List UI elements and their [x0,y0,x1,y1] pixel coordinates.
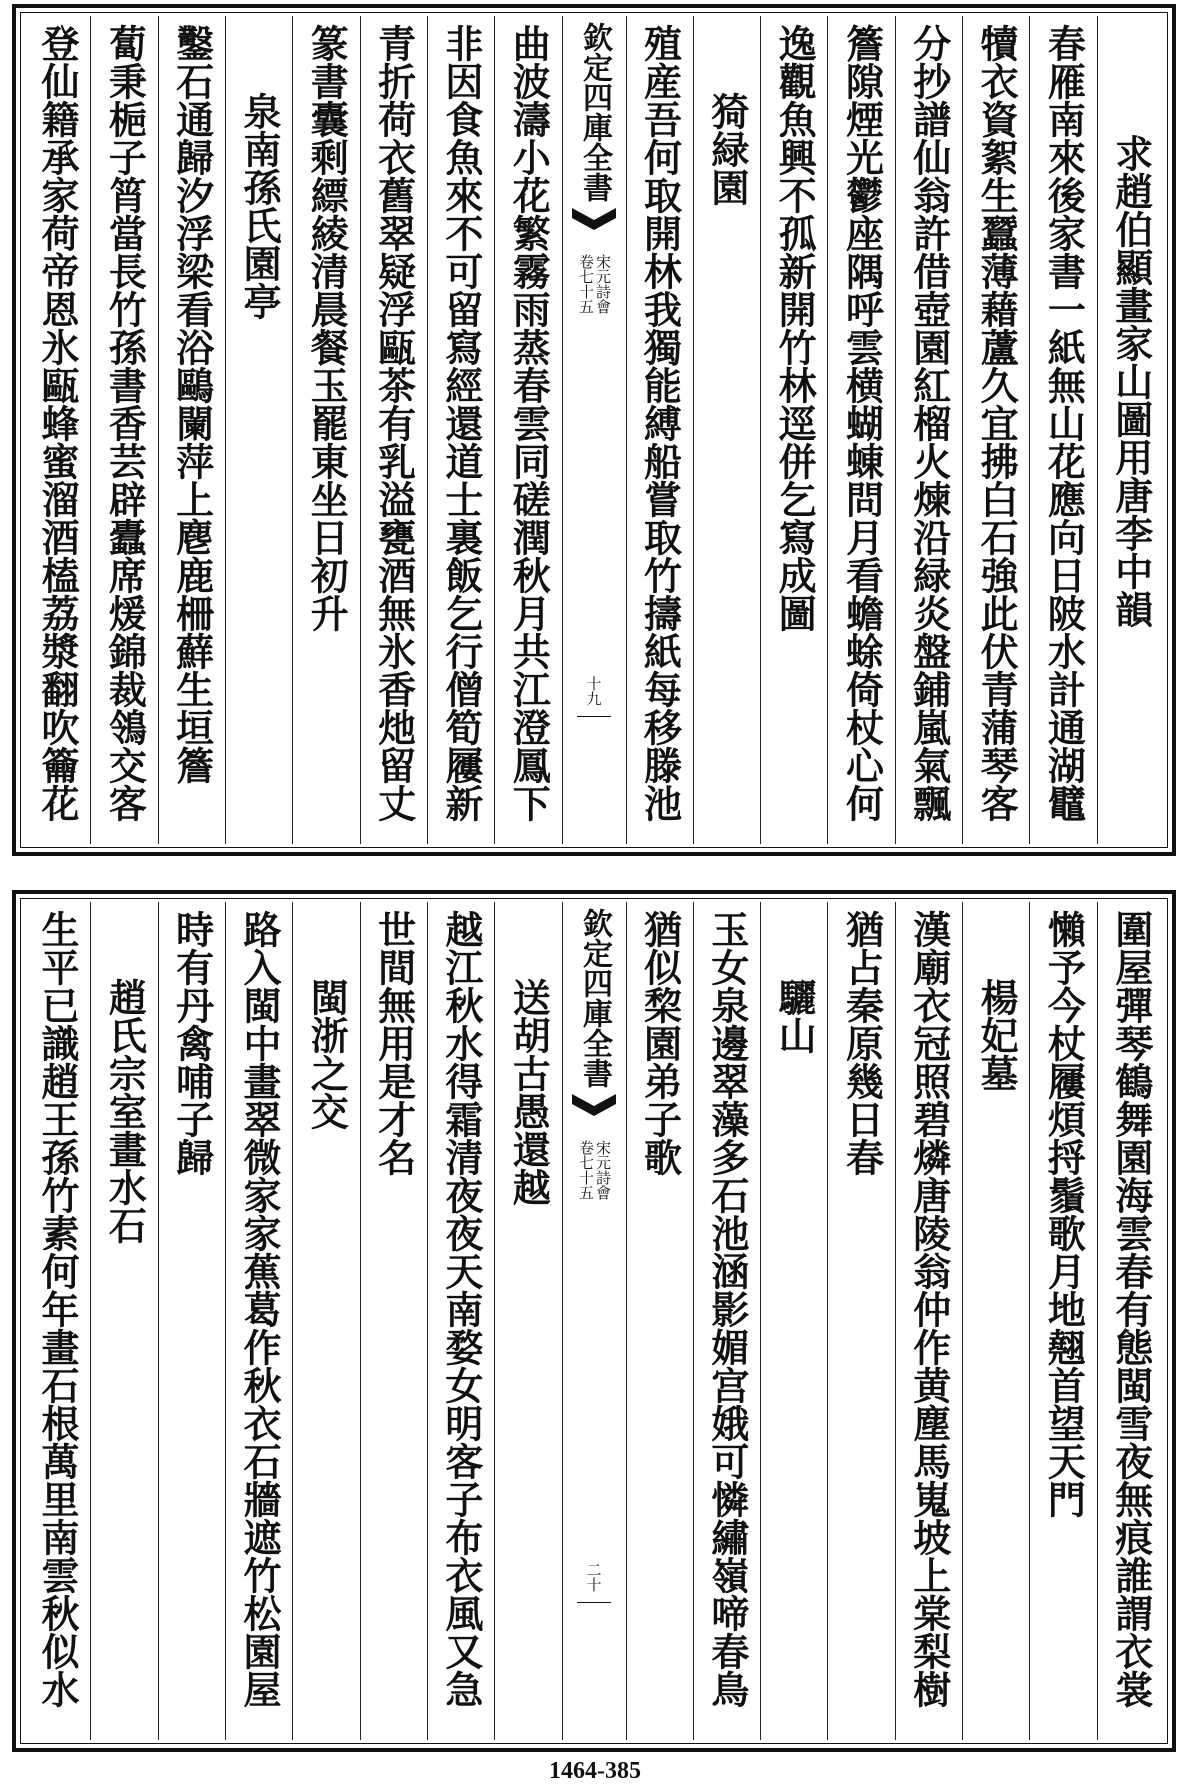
fishtail-mark [572,1094,616,1116]
column-text: 殖産吾何取開林我獨能縛船嘗取竹擣紙每移滕池 [637,24,683,822]
column-text: 非因食魚來不可留寫經還道士裏飯乞行僧筍屨新 [438,24,484,822]
text-column [427,902,494,1740]
column-text: 越江秋水得霜清夜夜天南婺女明客子布衣風又急 [438,910,484,1708]
column-text: 登仙籍承家荷帝恩氷甌蜂蜜溜酒榼荔漿翻吹籥花 [35,24,81,822]
fold-column [562,902,626,1740]
poem-title: 泉南孫氏園亭 [236,92,282,320]
column-text: 時有丹禽哺子歸 [169,910,215,1176]
collection-title: 宋元詩會 [594,1140,612,1200]
text-column [760,16,827,844]
text-column [24,902,90,1740]
text-column [827,16,894,844]
column-text: 生平已識趙王孫竹素何年畫石根萬里南雲秋似水 [35,910,81,1708]
text-column [827,902,894,1740]
text-column [626,902,693,1740]
column-text: 玉女泉邊翠藻多石池涵影媚宫娥可憐繡嶺啼春鳥 [704,910,750,1708]
text-column [90,902,157,1740]
text-column [962,902,1029,1740]
text-column [626,16,693,844]
column-text: 求趙伯顯畫家山圖用唐李中韻 [1108,134,1154,628]
column-text: 路入閩中畫翠微家家蕉葛作秋衣石牆遮竹松園屋 [236,910,282,1708]
text-column [1029,16,1096,844]
text-column [693,16,760,844]
text-column [895,902,962,1740]
collection-title: 宋元詩會 [594,254,612,314]
text-column [292,902,359,1740]
page-panel-bottom [12,890,1176,1752]
poem-title: 猗緑園 [704,92,750,206]
column-text: 青折荷衣舊翠疑浮甌茶有乳溢甕酒無氷香灺留丈 [371,24,417,822]
text-column [158,902,225,1740]
text-column [760,902,827,1740]
text-column [895,16,962,844]
text-column [225,902,292,1740]
column-text: 猶似棃園弟子歌 [637,910,683,1176]
text-column [24,16,90,844]
poem-title: 驪山 [772,978,818,1054]
leaf-number: 十九 [584,676,603,706]
poem-title: 閩浙之交 [304,978,350,1130]
divider [577,716,611,717]
library-title: 欽定四庫全書 [577,908,612,1088]
column-text: 猶占秦原幾日春 [839,910,885,1176]
column-text: 世間無用是才名 [371,910,417,1176]
column-text: 漢廟衣冠照碧燐唐陵翁仲作黄塵馬嵬坡上棠梨樹 [906,910,952,1708]
column-text: 曲波濤小花繁霧雨蒸春雲同磋潤秋月共江澄鳳下 [506,24,552,822]
page-number: 1464-385 [549,1758,641,1784]
text-column [292,16,359,844]
fishtail-mark [572,208,616,230]
column-text: 圍屋彈琴鶴舞園海雲春有態閩雪夜無痕誰謂衣裳 [1108,910,1154,1708]
volume-label: 卷七十五 [577,1140,595,1200]
text-column [1097,902,1164,1740]
column-text: 篆書囊剩縹綾清晨餐玉罷東坐日初升 [304,24,350,632]
text-column [1097,16,1164,844]
text-column [90,16,157,844]
poem-title: 楊妃墓 [974,978,1020,1092]
column-text: 犢衣資絮生蠶薄藉蘆久宜拂白石強此伏青蒲琴客 [974,24,1020,822]
text-column [158,16,225,844]
column-text: 分抄譜仙翁許借壺園紅榴火煉沿緑炎盤鋪嵐氣飄 [906,24,952,822]
column-text: 鑿石通歸汐浮梁看浴鷗闌萍上麀鹿柵蘚生垣簷 [169,24,215,784]
fold-column [562,16,626,844]
text-column [962,16,1029,844]
volume-label: 卷七十五 [577,254,595,314]
leaf-number: 二十 [584,1562,603,1592]
column-text: 簷隙煙光鬱座隅呼雲横蝴蝀問月看蟾蜍倚杖心何 [839,24,885,822]
poem-title: 送胡古愚還越 [506,978,552,1206]
page-panel-top [12,4,1176,856]
text-column [494,902,561,1740]
text-column [494,16,561,844]
text-column [1029,902,1096,1740]
text-column [360,902,427,1740]
text-column [360,16,427,844]
column-text: 懶予今杖屨煩捋鬚歌月地翹首望天門 [1041,910,1087,1518]
column-text: 逸觀魚興不孤新開竹林逕併乞寫成圖 [772,24,818,632]
divider [577,1602,611,1603]
column-text: 春雁南來後家書一紙無山花應向日陂水計通湖鼊 [1041,24,1087,822]
column-text: 蔔秉梔子筲當長竹孫書香芸辟蠹席煖錦裁鴒交客 [102,24,148,822]
text-column [693,902,760,1740]
text-column [225,16,292,844]
library-title: 欽定四庫全書 [577,22,612,202]
text-column [427,16,494,844]
poem-title: 趙氏宗室畫水石 [102,978,148,1244]
